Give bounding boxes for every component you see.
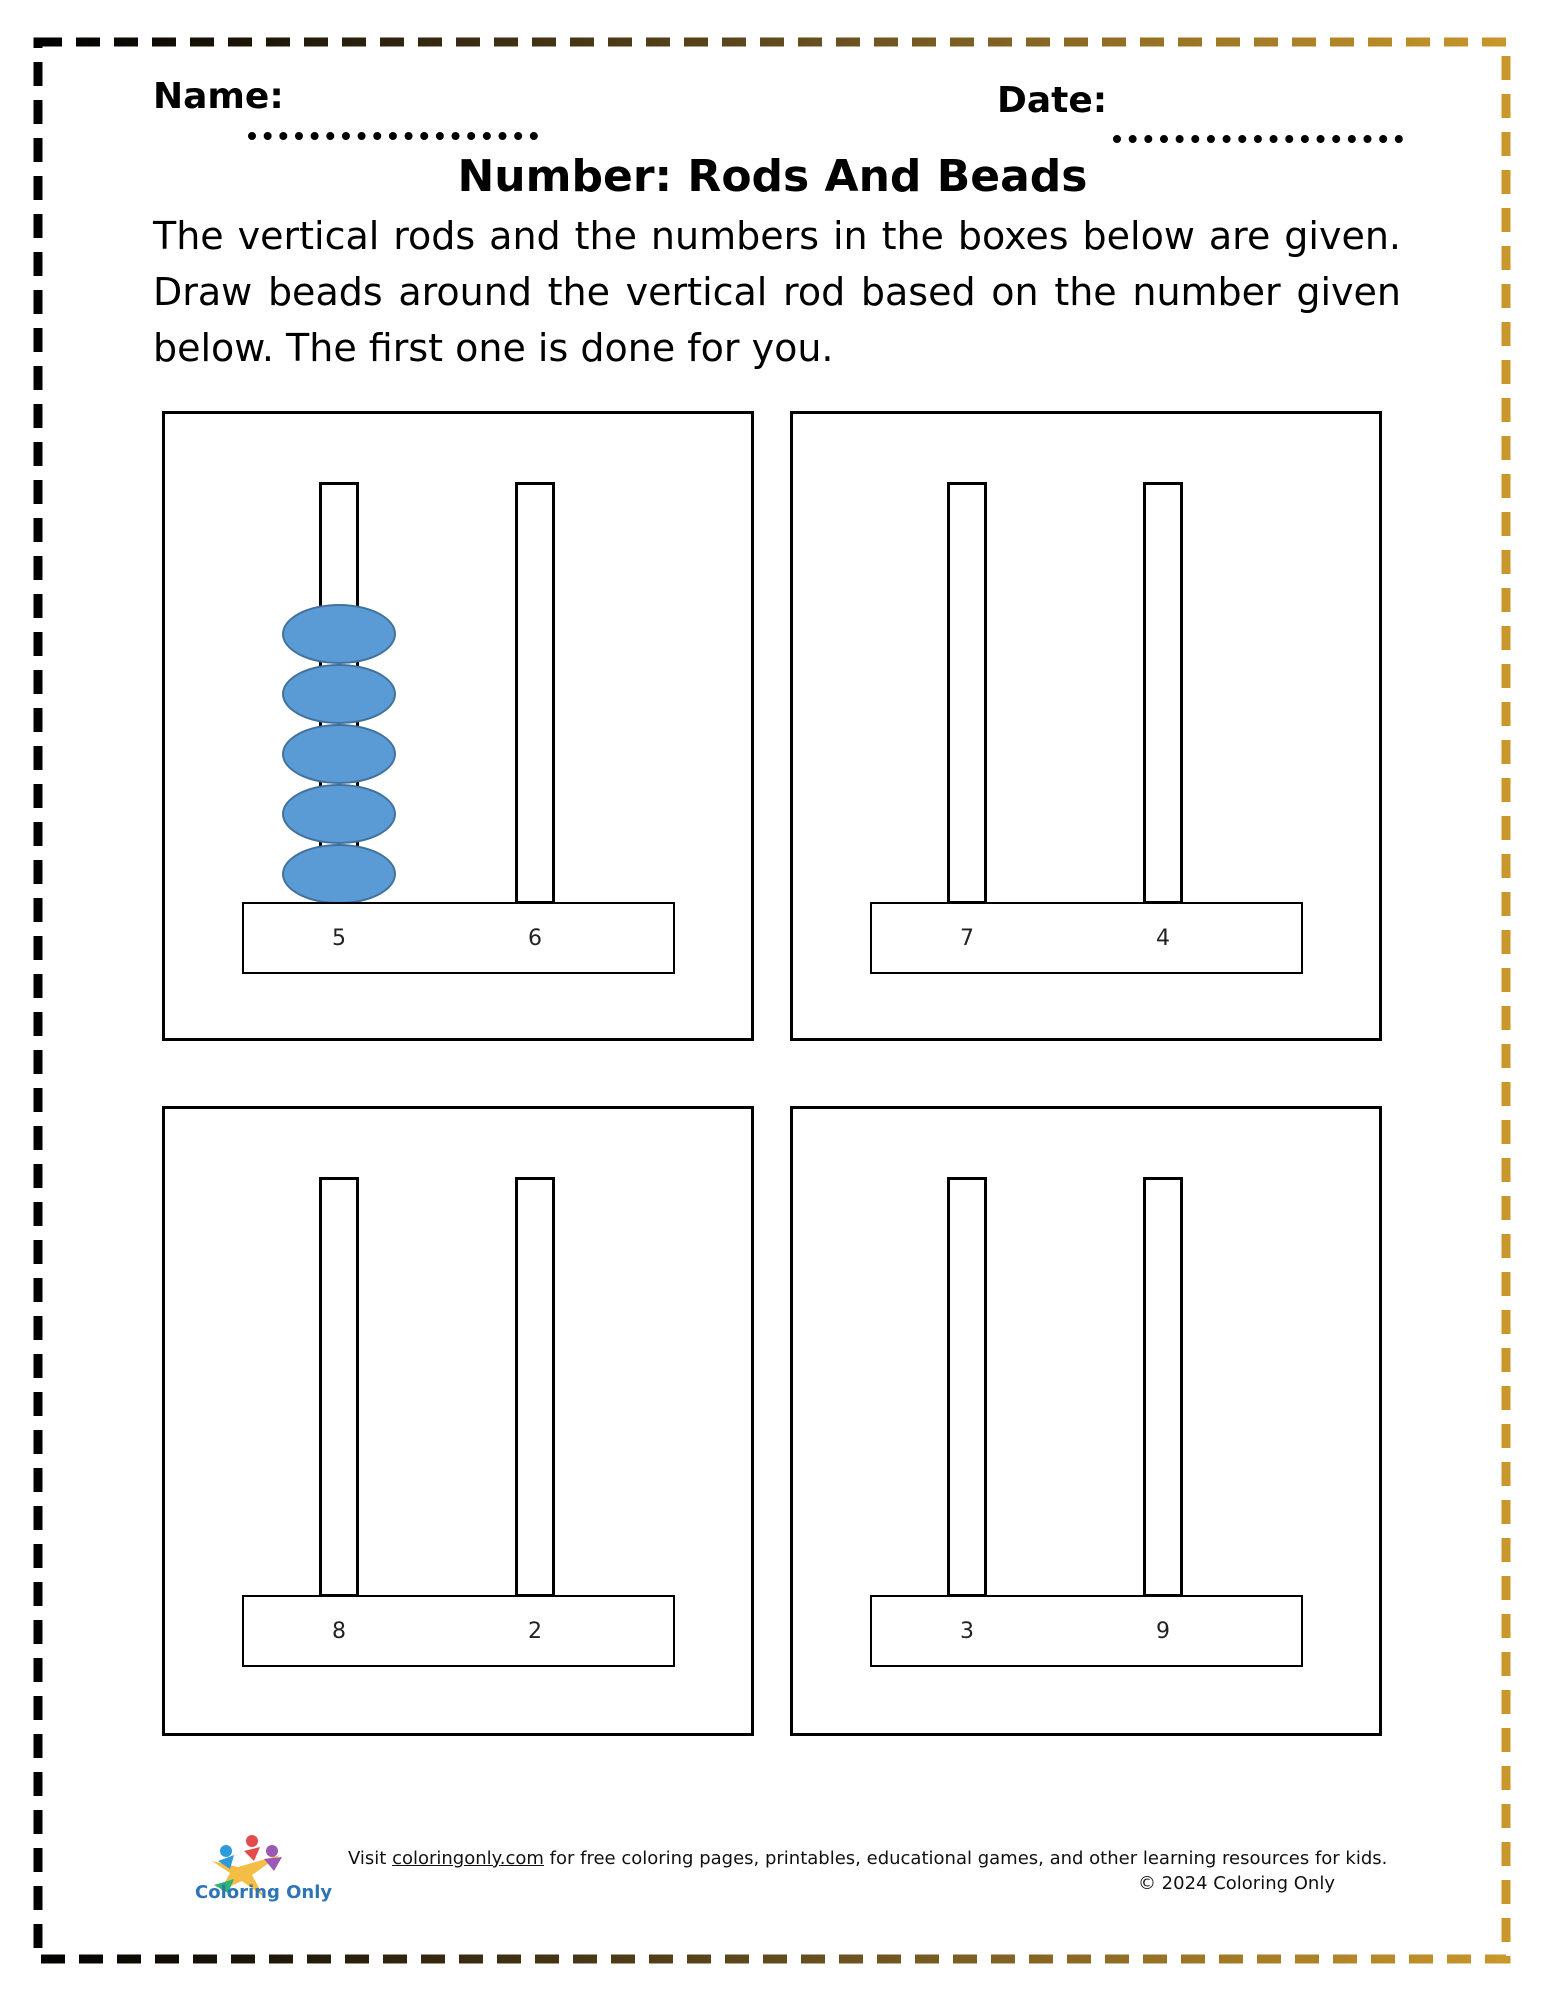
footer-rest: for free coloring pages, printables, educational games, and other learning resources for kids. [543,1848,1388,1869]
number-label-right: 2 [528,1619,542,1644]
bead [282,724,396,784]
rod-right [1143,482,1183,904]
number-label-left: 5 [332,926,346,951]
abacus-panel-3 [162,1106,754,1736]
bead [282,784,396,844]
number-label-left: 8 [332,1619,346,1644]
name-label: Name: [153,76,284,117]
number-label-right: 9 [1156,1619,1170,1644]
worksheet-title: Number: Rods And Beads [457,151,1088,202]
date-label: Date: [997,80,1108,121]
number-box [870,1595,1303,1667]
copyright-text: © 2024 Coloring Only [1137,1873,1335,1894]
footer-link[interactable]: coloringonly.com [392,1848,544,1869]
name-field[interactable] [248,132,538,140]
number-label-right: 4 [1156,926,1170,951]
rod-left [947,1177,987,1597]
footer-visit: Visit [348,1848,393,1869]
rod-left [947,482,987,904]
brand-name: Coloring Only [195,1882,333,1903]
number-label-left: 3 [960,1619,974,1644]
abacus-panel-4 [790,1106,1382,1736]
number-label-left: 7 [960,926,974,951]
number-box [242,902,675,974]
rod-right [515,1177,555,1597]
bead [282,604,396,664]
abacus-panel-2 [790,411,1382,1041]
number-box [242,1595,675,1667]
rod-right [515,482,555,904]
rod-left [319,1177,359,1597]
instructions-text: The vertical rods and the numbers in the boxes below are given. Draw beads around the vertical rod based on the number given below. The first one is done for you. [153,214,1401,370]
footer-text [348,1848,1387,1869]
bead [282,844,396,904]
number-label-right: 6 [528,926,542,951]
number-box [870,902,1303,974]
abacus-panel-1 [162,411,754,1041]
bead [282,664,396,724]
date-field[interactable] [1113,135,1403,143]
rod-right [1143,1177,1183,1597]
